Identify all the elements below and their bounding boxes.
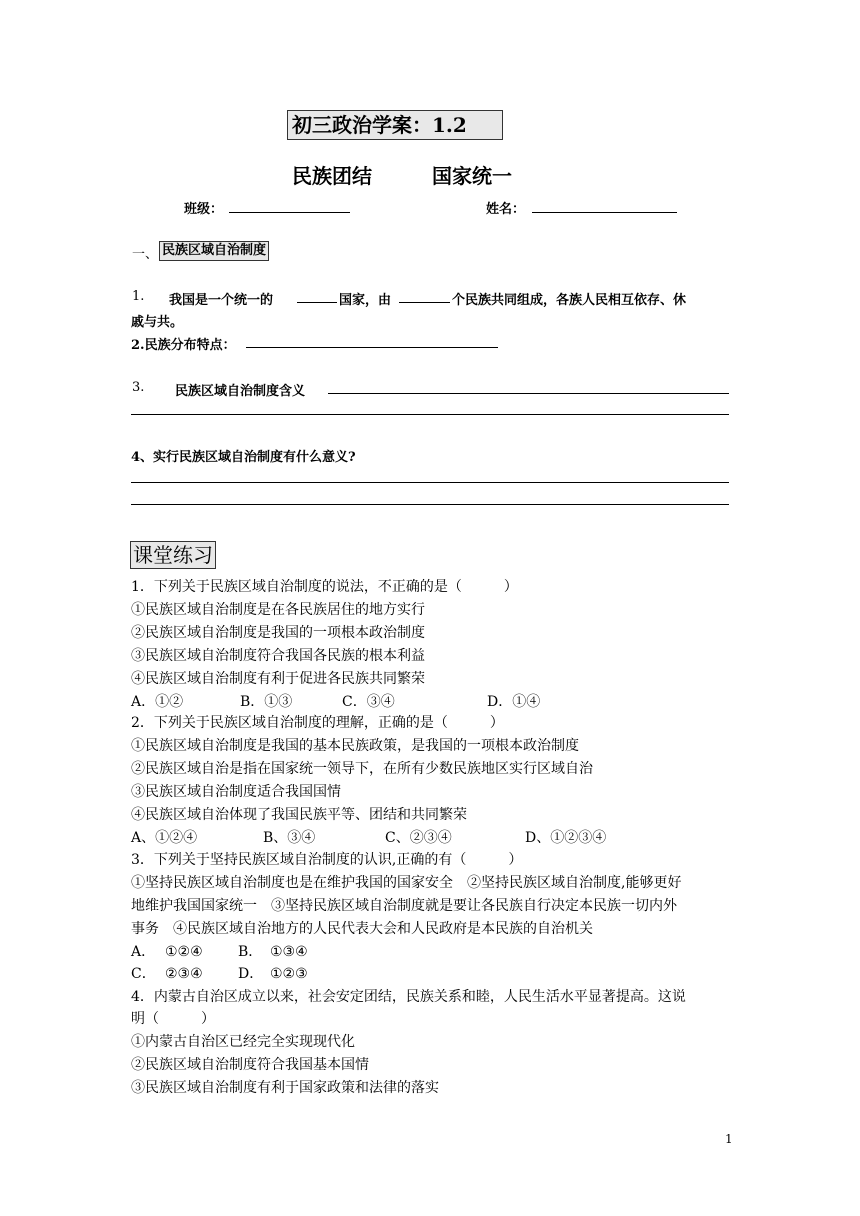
q2-statement-1: ①民族区域自治制度是我国的基本民族政策，是我国的一项根本政治制度 [131, 738, 579, 754]
item3-blank-2[interactable] [131, 414, 729, 415]
item3-label: 民族区域自治制度含义 [175, 384, 306, 399]
item1-text-a: 我国是一个统一的 [169, 293, 274, 308]
item1-number: 1. [132, 289, 145, 304]
q1-statement-1: ①民族区域自治制度是在各民族居住的地方实行 [131, 602, 425, 618]
item1-text-d: 戚与共。 [131, 315, 184, 330]
q2-option-d[interactable]: D、①②③④ [525, 830, 607, 846]
q2-statement-3: ③民族区域自治制度适合我国国情 [131, 784, 341, 800]
q1-option-c[interactable]: C．③④ [342, 694, 395, 710]
q4-stem-2: 明（ ） [131, 1011, 215, 1027]
q3-option-d[interactable]: ①②③ [270, 966, 308, 982]
item3-number: 3. [132, 380, 145, 395]
q1-option-d[interactable]: D．①④ [487, 694, 541, 710]
q2-option-c[interactable]: C、②③④ [385, 830, 452, 846]
q4-statement-3: ③民族区域自治制度有利于国家政策和法律的落实 [131, 1080, 439, 1096]
q1-stem: 1．下列关于民族区域自治制度的说法，不正确的是（ ） [131, 579, 518, 595]
practice-heading: 课堂练习 [130, 541, 216, 569]
name-blank[interactable] [532, 212, 677, 213]
q3-option-d-letter[interactable]: D． [238, 966, 264, 982]
item1-blank-count[interactable] [399, 302, 450, 303]
q2-stem: 2．下列关于民族区域自治制度的理解，正确的是（ ） [131, 715, 504, 731]
q4-statement-1: ①内蒙古自治区已经完全实现现代化 [131, 1034, 355, 1050]
q3-stem: 3．下列关于坚持民族区域自治制度的认识,正确的有（ ） [131, 852, 523, 868]
q1-statement-2: ②民族区域自治制度是我国的一项根本政治制度 [131, 625, 425, 641]
item2-blank[interactable] [246, 347, 498, 348]
q4-stem-1: 4．内蒙古自治区成立以来，社会安定团结，民族关系和睦，人民生活水平显著提高。这说 [131, 989, 686, 1005]
q3-line-1: ①坚持民族区域自治制度也是在维护我国的国家安全 ②坚持民族区域自治制度,能够更好 [131, 875, 682, 891]
subtitle-left: 民族团结 [292, 164, 372, 188]
item4-blank-1[interactable] [131, 482, 729, 483]
section1-prefix: 一、 [132, 247, 159, 262]
section1-heading: 民族区域自治制度 [159, 241, 269, 261]
q1-statement-3: ③民族区域自治制度符合我国各民族的根本利益 [131, 648, 425, 664]
q4-statement-2: ②民族区域自治制度符合我国基本国情 [131, 1057, 369, 1073]
q3-option-b-letter[interactable]: B． [238, 944, 263, 960]
name-label: 姓名： [486, 202, 526, 217]
subtitle-right: 国家统一 [432, 164, 512, 188]
item1-blank-country[interactable] [297, 302, 337, 303]
class-blank[interactable] [229, 212, 350, 213]
q3-option-a[interactable]: ①②④ [165, 944, 203, 960]
item4-blank-2[interactable] [131, 504, 729, 505]
item3-blank-1[interactable] [328, 393, 729, 394]
class-label: 班级： [184, 202, 224, 217]
q1-statement-4: ④民族区域自治制度有利于促进各民族共同繁荣 [131, 671, 425, 687]
q3-line-3: 事务 ④民族区域自治地方的人民代表大会和人民政府是本民族的自治机关 [131, 921, 593, 937]
q2-statement-2: ②民族区域自治是指在国家统一领导下，在所有少数民族地区实行区域自治 [131, 761, 593, 777]
q2-option-b[interactable]: B、③④ [263, 830, 316, 846]
q3-option-c[interactable]: ②③④ [165, 966, 203, 982]
item2-label: 2.民族分布特点： [131, 338, 236, 353]
q3-option-b[interactable]: ①③④ [270, 944, 308, 960]
page-title: 初三政治学案：1.2 [287, 110, 503, 140]
item4-question: 4、实行民族区域自治制度有什么意义? [131, 450, 356, 465]
q3-option-c-letter[interactable]: C． [131, 966, 156, 982]
item1-text-c: 个民族共同组成，各族人民相互依存、休 [452, 293, 687, 308]
q1-option-a[interactable]: A．①② [131, 694, 184, 710]
q2-statement-4: ④民族区域自治体现了我国民族平等、团结和共同繁荣 [131, 807, 467, 823]
q2-option-a[interactable]: A、①②④ [131, 830, 198, 846]
page-number: 1 [725, 1132, 733, 1146]
item1-text-b: 国家，由 [339, 293, 392, 308]
q3-option-a-letter[interactable]: A． [131, 944, 156, 960]
q3-line-2: 地维护我国国家统一 ③坚持民族区域自治制度就是要让各民族自行决定本民族一切内外 [131, 898, 677, 914]
q1-option-b[interactable]: B．①③ [240, 694, 293, 710]
